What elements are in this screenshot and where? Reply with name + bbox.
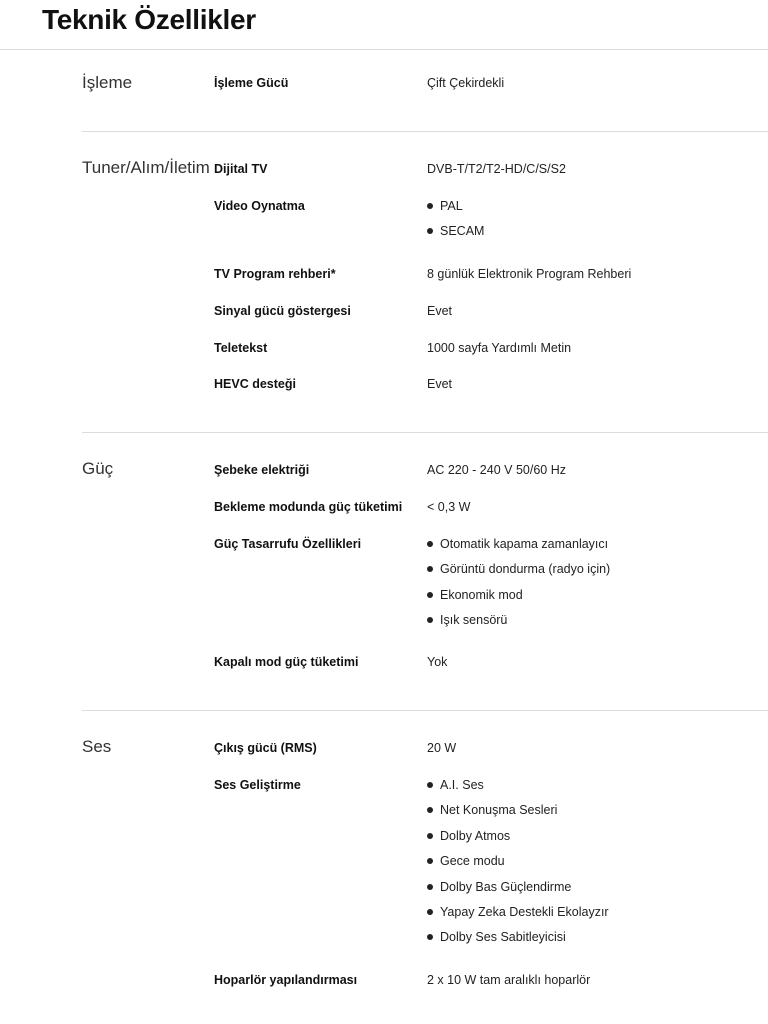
bullet-icon <box>427 592 433 598</box>
list-item-text: Gece modu <box>440 854 505 869</box>
list-item-text: SECAM <box>440 224 485 239</box>
spec-label: Teletekst <box>214 341 268 355</box>
spec-value: < 0,3 W <box>427 500 471 514</box>
spec-value: Yok <box>427 655 448 669</box>
list-item <box>427 562 610 587</box>
list-item <box>427 588 610 613</box>
list-item-text: A.I. Ses <box>440 778 484 792</box>
section-divider <box>82 432 768 433</box>
list-item-text: PAL <box>440 199 463 213</box>
list-item-text: Dolby Ses Sabitleyicisi <box>440 930 566 945</box>
list-item-text: Dolby Atmos <box>440 828 511 843</box>
spec-label: Dijital TV <box>214 162 268 176</box>
list-item <box>427 778 609 803</box>
bullet-icon <box>427 833 433 839</box>
spec-label: Güç Tasarrufu Özellikleri <box>214 537 362 551</box>
list-item-text: Işık sensörü <box>440 613 508 628</box>
list-item <box>427 829 609 854</box>
list-item-text: Görüntü dondurma (radyo için) <box>440 562 611 577</box>
spec-label: Video Oynatma <box>214 199 305 213</box>
list-item <box>427 905 609 930</box>
bullet-icon <box>427 617 433 623</box>
list-item <box>427 537 610 562</box>
bullet-icon <box>427 884 433 890</box>
spec-label: HEVC desteği <box>214 377 296 391</box>
section-title: İşleme <box>82 73 133 92</box>
spec-label: Sinyal gücü göstergesi <box>214 304 351 318</box>
list-item-text: Ekonomik mod <box>440 587 523 602</box>
bullet-icon <box>427 541 433 547</box>
bullet-icon <box>427 228 433 234</box>
section-title: Tuner/Alım/İletim <box>82 158 210 177</box>
section-title: Ses <box>82 737 112 756</box>
section-title: Güç <box>82 459 114 478</box>
spec-label: Ses Geliştirme <box>214 778 301 792</box>
spec-value-list <box>427 537 610 639</box>
spec-label: İşleme Gücü <box>214 76 289 90</box>
spec-label: Kapalı mod güç tüketimi <box>214 655 359 669</box>
list-item <box>427 224 484 249</box>
list-item-text: Dolby Bas Güçlendirme <box>440 879 572 894</box>
list-item <box>427 930 609 955</box>
spec-value: DVB-T/T2/T2-HD/C/S/S2 <box>427 162 566 176</box>
spec-value: Çift Çekirdekli <box>427 76 505 90</box>
section-divider <box>82 710 768 711</box>
list-item-text: Otomatik kapama zamanlayıcı <box>440 537 609 551</box>
bullet-icon <box>427 782 433 788</box>
spec-value: Evet <box>427 377 453 391</box>
list-item-text: Yapay Zeka Destekli Ekolayzır <box>440 904 609 919</box>
spec-label: TV Program rehberi* <box>214 267 336 281</box>
spec-value: 20 W <box>427 741 457 755</box>
spec-value: 2 x 10 W tam aralıklı hoparlör <box>427 973 591 987</box>
page-title: Teknik Özellikler <box>42 4 256 35</box>
bullet-icon <box>427 203 433 209</box>
section-divider <box>82 131 768 132</box>
spec-label: Şebeke elektriği <box>214 463 310 477</box>
spec-value: AC 220 - 240 V 50/60 Hz <box>427 463 566 477</box>
bullet-icon <box>427 934 433 940</box>
spec-label: Çıkış gücü (RMS) <box>214 741 317 755</box>
bullet-icon <box>427 858 433 864</box>
bullet-icon <box>427 566 433 572</box>
title-divider <box>0 49 768 50</box>
list-item-text: Net Konuşma Sesleri <box>440 803 558 818</box>
spec-value: 8 günlük Elektronik Program Rehberi <box>427 267 632 281</box>
list-item <box>427 803 609 828</box>
list-item <box>427 880 609 905</box>
list-item <box>427 613 610 638</box>
list-item <box>427 854 609 879</box>
list-item <box>427 199 484 224</box>
bullet-icon <box>427 807 433 813</box>
bullet-icon <box>427 909 433 915</box>
spec-value-list <box>427 778 609 956</box>
spec-label: Bekleme modunda güç tüketimi <box>214 500 403 514</box>
spec-label: Hoparlör yapılandırması <box>214 973 358 987</box>
spec-value: Evet <box>427 304 453 318</box>
spec-value-list <box>427 199 484 250</box>
spec-value: 1000 sayfa Yardımlı Metin <box>427 341 572 355</box>
